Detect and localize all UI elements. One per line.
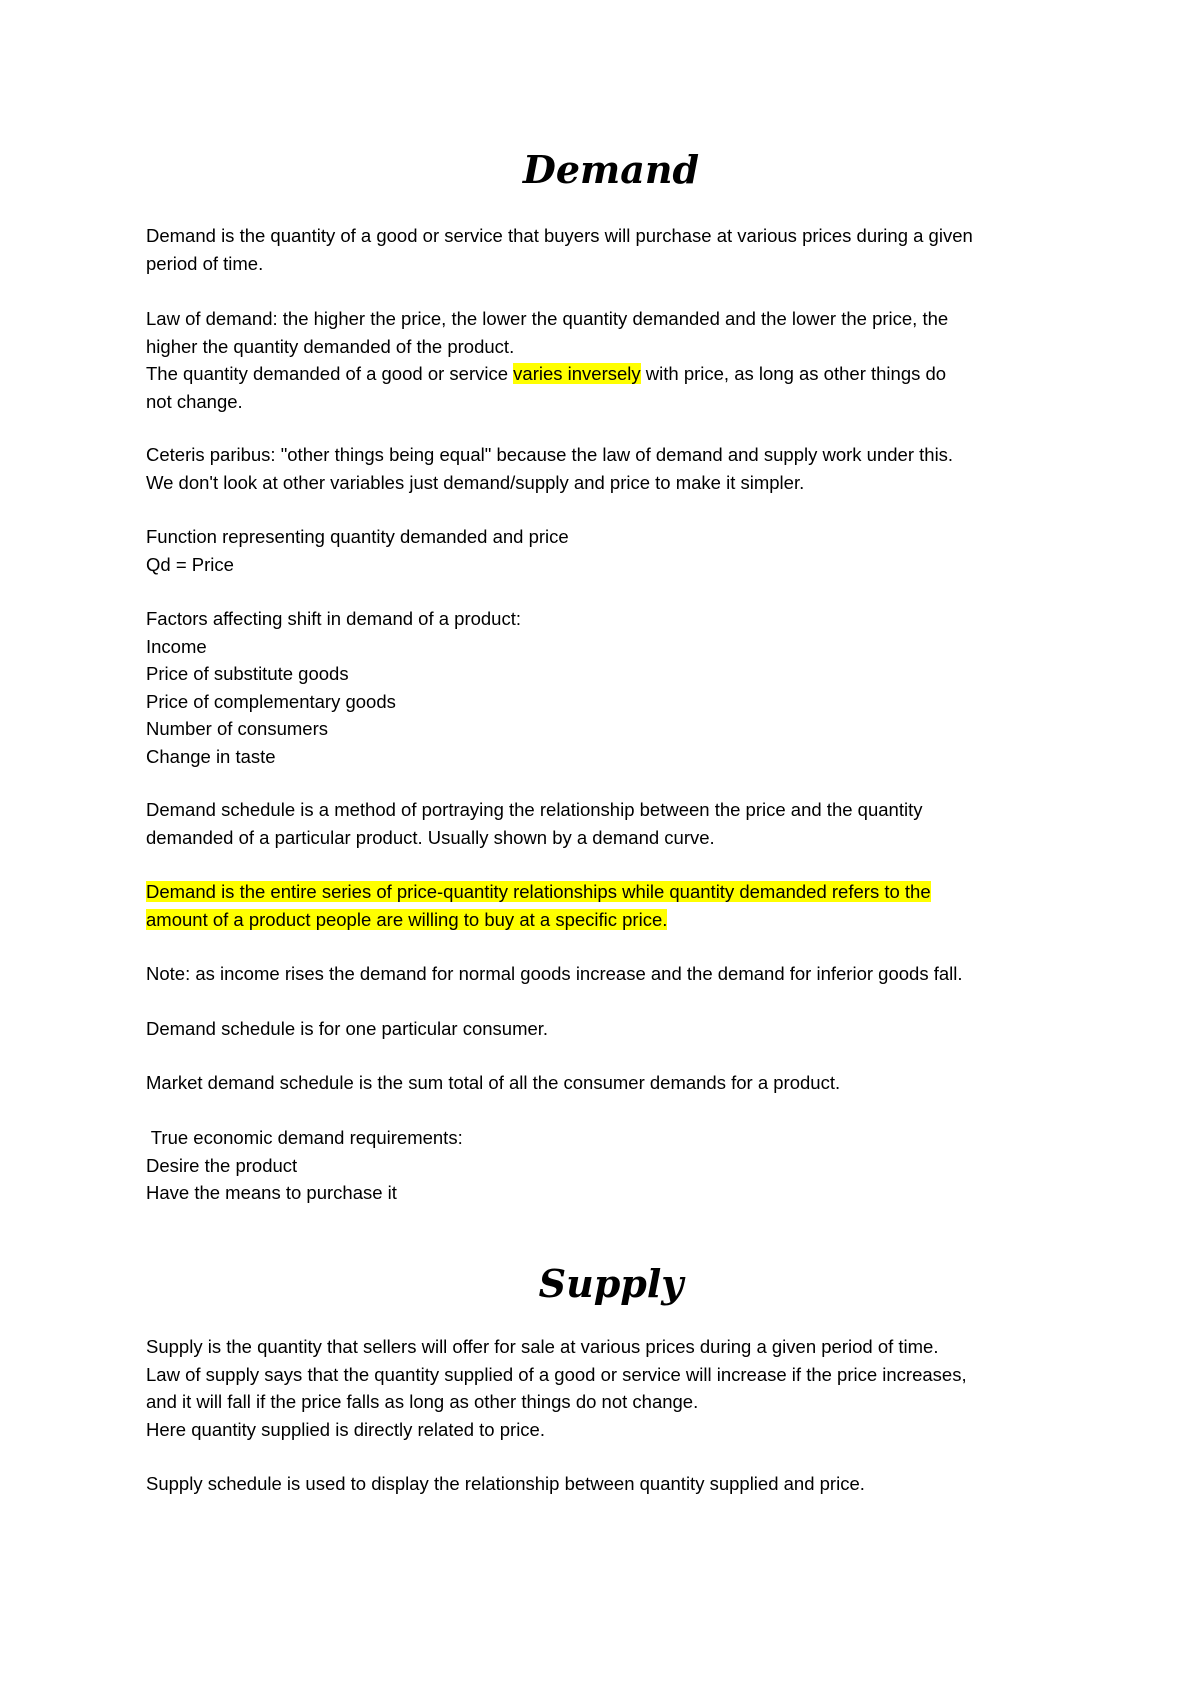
demand-shift-factors xyxy=(146,605,1076,770)
law-of-demand-line: Law of demand: the higher the price, the lower the quantity demanded and the lower the price, the xyxy=(146,308,949,329)
law-text-before: The quantity demanded of a good or service xyxy=(146,363,514,384)
ceteris-paribus-line: Ceteris paribus: "other things being equal" because the law of demand and supply work under this. xyxy=(146,444,954,465)
factor-item: Price of complementary goods xyxy=(146,690,396,712)
factor-item: Income xyxy=(146,635,207,657)
supply-definition xyxy=(146,1333,1076,1443)
income-note-line: Note: as income rises the demand for normal goods increase and the demand for inferior goods fall. xyxy=(146,963,963,984)
factor-item: Number of consumers xyxy=(146,718,328,739)
factor-item: Change in taste xyxy=(146,745,276,767)
consumer-note-line: Demand schedule is for one particular consumer. xyxy=(146,1018,549,1039)
supply-schedule-line: Supply schedule is used to display the relationship between quantity supplied and price. xyxy=(146,1473,865,1494)
demand-schedule-line: demanded of a particular product. Usually shown by a demand curve. xyxy=(146,826,715,848)
demand-definition-line: Demand is the quantity of a good or service that buyers will purchase at various prices during a given xyxy=(146,225,973,246)
supply-line: Law of supply says that the quantity supplied of a good or service will increase if the price increases, xyxy=(146,1363,967,1385)
factor-item: Price of substitute goods xyxy=(146,663,349,684)
requirement-item: Desire the product xyxy=(146,1154,298,1176)
ceteris-paribus-line: We don't look at other variables just demand/supply and price to make it simpler. xyxy=(146,471,805,493)
requirement-item: Have the means to purchase it xyxy=(146,1182,397,1203)
income-note xyxy=(146,960,1076,988)
demand-schedule xyxy=(146,796,1076,851)
factors-heading: Factors affecting shift in demand of a product: xyxy=(146,608,522,629)
demand-requirements xyxy=(146,1124,1076,1207)
demand-definition xyxy=(146,222,1076,277)
law-of-demand-line xyxy=(146,360,1076,388)
market-demand-note xyxy=(146,1069,1076,1097)
demand-title: Demand xyxy=(522,147,700,192)
demand-function-line: Function representing quantity demanded and price xyxy=(146,526,569,547)
highlighted-line xyxy=(146,878,1076,906)
demand-definition-line: period of time. xyxy=(146,252,264,274)
supply-line: Here quantity supplied is directly related to price. xyxy=(146,1418,545,1440)
ceteris-paribus xyxy=(146,441,1076,496)
demand-schedule-line: Demand schedule is a method of portraying the relationship between the price and the quantity xyxy=(146,799,923,820)
supply-title: Supply xyxy=(538,1261,684,1306)
law-of-demand-line: higher the quantity demanded of the product. xyxy=(146,335,515,357)
law-text-after: with price, as long as other things do xyxy=(640,363,947,384)
law-of-demand-line: not change. xyxy=(146,390,243,412)
varies-inversely-highlight: varies inversely xyxy=(513,363,641,384)
supply-line: Supply is the quantity that sellers will offer for sale at various prices during a given period of time. xyxy=(146,1336,939,1357)
highlighted-text: amount of a product people are willing to buy at a specific price. xyxy=(146,908,668,930)
highlighted-text: Demand is the entire series of price-quantity relationships while quantity demanded refers to the xyxy=(146,881,931,902)
market-demand-line: Market demand schedule is the sum total of all the consumer demands for a product. xyxy=(146,1072,841,1093)
supply-line: and it will fall if the price falls as long as other things do not change. xyxy=(146,1391,699,1412)
supply-schedule xyxy=(146,1470,1076,1498)
demand-function-formula: Qd = Price xyxy=(146,553,234,575)
demand-function xyxy=(146,523,1076,578)
demand-vs-quantity-demanded xyxy=(146,878,1076,933)
law-of-demand xyxy=(146,305,1076,415)
requirements-heading: True economic demand requirements: xyxy=(146,1127,463,1148)
consumer-note xyxy=(146,1015,1076,1043)
highlighted-line xyxy=(146,906,1076,934)
